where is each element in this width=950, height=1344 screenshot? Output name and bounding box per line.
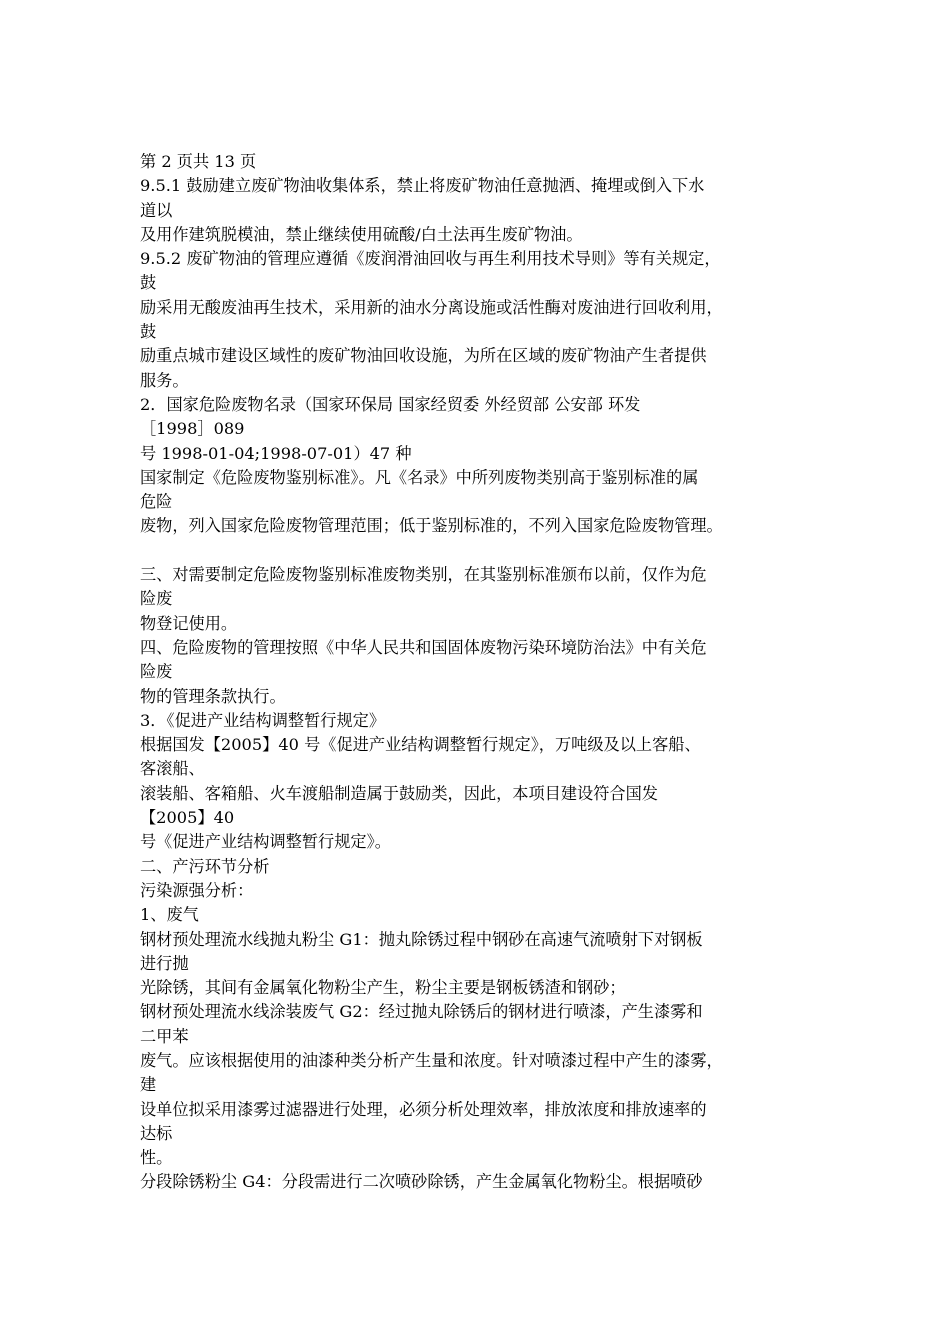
document-page [140,150,830,1195]
text-line: 设单位拟采用漆雾过滤器进行处理，必须分析处理效率，排放浓度和排放速率的 [140,1099,707,1119]
text-line: 钢材预处理流水线涂装废气 G2：经过抛丸除锈后的钢材进行喷漆，产生漆雾和 [140,1002,703,1022]
text-line: ［1998］089 [140,419,245,439]
text-line: 废气。应该根据使用的油漆种类分析产生量和浓度。针对喷漆过程中产生的漆雾， [140,1050,723,1070]
text-line: 滚装船、客箱船、火车渡船制造属于鼓励类，因此，本项目建设符合国发 [140,783,658,803]
text-line: 励重点城市建设区域性的废矿物油回收设施，为所在区域的废矿物油产生者提供 [140,346,707,366]
text-line: 污染源强分析： [140,880,254,900]
page-number-line: 第 2 页共 13 页 [140,152,257,171]
text-line: 客滚船、 [140,759,205,779]
text-line: 服务。 [140,370,189,390]
text-line: 根据国发【2005】40 号《促进产业结构调整暂行规定》，万吨级及以上客船、 [140,735,701,755]
text-line: 及用作建筑脱模油，禁止继续使用硫酸/白土法再生废矿物油。 [140,224,583,244]
text-line: 1、废气 [140,905,199,925]
text-line: 鼓 [140,322,157,342]
text-line [140,539,830,563]
text-line: 道以 [140,200,173,220]
text-line: 2．国家危险废物名录（国家环保局 国家经贸委 外经贸部 公安部 环发 [140,394,641,414]
text-line: 废物，列入国家危险废物管理范围；低于鉴别标准的，不列入国家危险废物管理。 [140,516,723,536]
text-line: 性。 [140,1148,173,1168]
text-line: 号 1998-01-04;1998-07-01）47 种 [140,443,412,463]
text-line: 钢材预处理流水线抛丸粉尘 G1：抛丸除锈过程中钢砂在高速气流喷射下对钢板 [140,929,703,949]
text-line: 分段除锈粉尘 G4：分段需进行二次喷砂除锈，产生金属氧化物粉尘。根据喷砂 [140,1172,703,1192]
text-line: 号《促进产业结构调整暂行规定》。 [140,832,391,852]
text-line: 励采用无酸废油再生技术，采用新的油水分离设施或活性酶对废油进行回收利用， [140,297,723,317]
text-line: 9.5.1 鼓励建立废矿物油收集体系，禁止将废矿物油任意抛洒、掩埋或倒入下水 [140,176,705,196]
text-line: 达标 [140,1123,173,1143]
text-line: 二甲苯 [140,1026,189,1046]
text-line: 建 [140,1075,157,1095]
text-line: 险废 [140,589,173,609]
text-line: 进行抛 [140,953,189,973]
text-line: 危险 [140,492,173,512]
text-line: 物登记使用。 [140,613,238,633]
text-line: 鼓 [140,273,157,293]
text-line: 【2005】40 [140,808,235,828]
text-line: 险废 [140,662,173,682]
text-line: 四、危险废物的管理按照《中华人民共和国固体废物污染环境防治法》中有关危 [140,637,707,657]
text-line: 二、产污环节分析 [140,856,270,876]
text-line: 9.5.2 废矿物油的管理应遵循《废润滑油回收与再生利用技术导则》等有关规定， [140,249,721,269]
text-line: 物的管理条款执行。 [140,686,286,706]
text-line: 三、对需要制定危险废物鉴别标准废物类别，在其鉴别标准颁布以前，仅作为危 [140,565,707,585]
text-line: 3．《促进产业结构调整暂行规定》 [140,710,386,730]
text-line: 国家制定《危险废物鉴别标准》。凡《名录》中所列废物类别高于鉴别标准的属 [140,467,699,487]
text-line: 光除锈，其间有金属氧化物粉尘产生，粉尘主要是钢板锈渣和钢砂； [140,978,626,998]
